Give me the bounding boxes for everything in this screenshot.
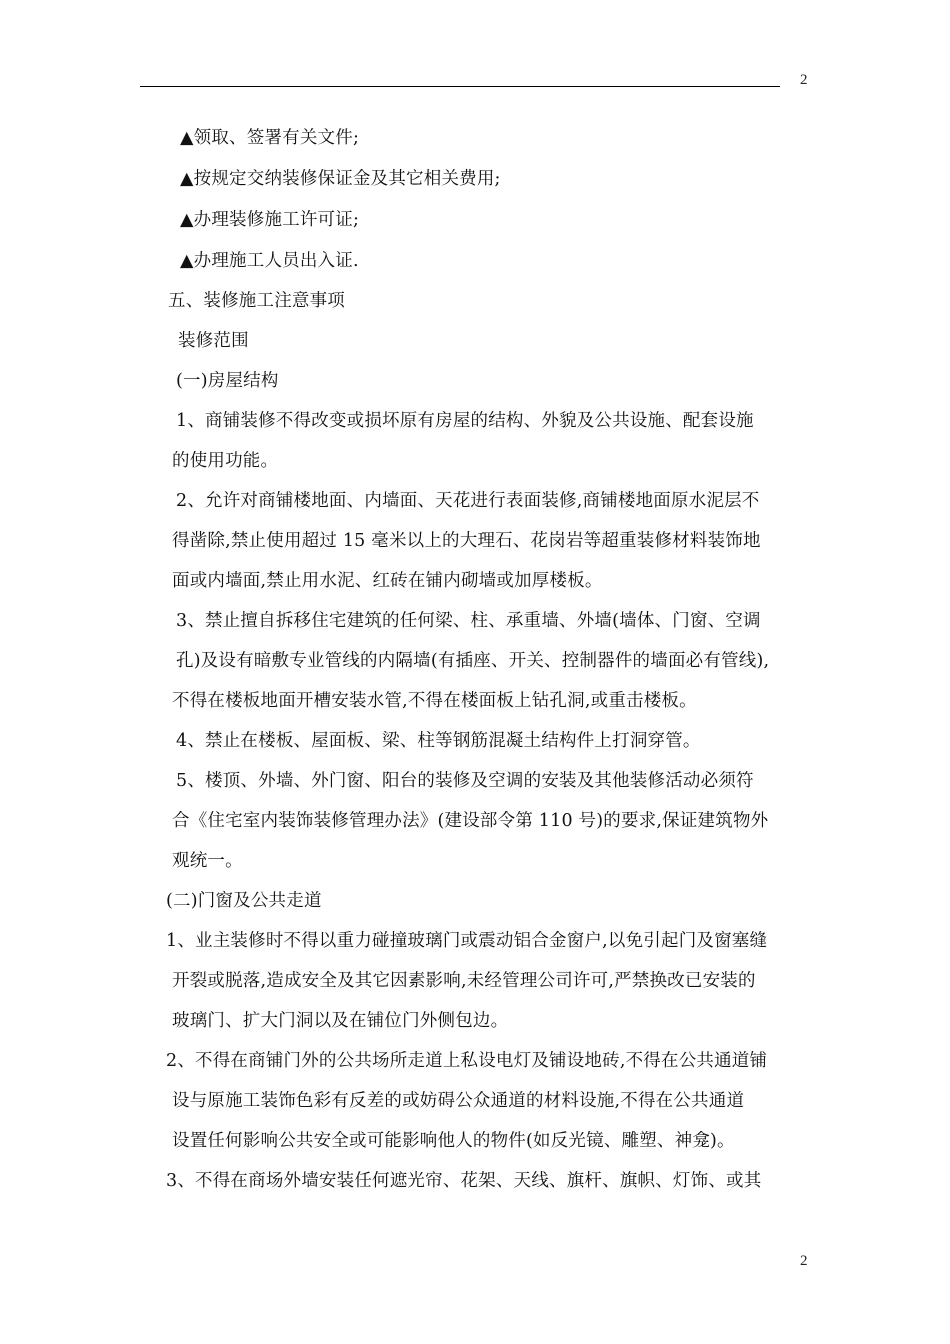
subsection-heading: (二)门窗及公共走道 xyxy=(166,891,322,911)
text-line: 得凿除,禁止使用超过 15 毫米以上的大理石、花岗岩等超重装修材料装饰地 xyxy=(172,531,761,551)
section-heading: 五、装修施工注意事项 xyxy=(168,291,345,311)
text-line: 面或内墙面,禁止用水泥、红砖在铺内砌墙或加厚楼板。 xyxy=(172,571,603,591)
text-line: ▲办理施工人员出入证. xyxy=(180,251,359,271)
header-rule xyxy=(140,86,780,87)
text-line: 观统一。 xyxy=(172,851,243,871)
text-line: 开裂或脱落,造成安全及其它因素影响,未经管理公司许可,严禁换改已安装的 xyxy=(172,971,756,991)
text-line: ▲按规定交纳装修保证金及其它相关费用; xyxy=(180,169,501,189)
text-line: ▲办理装修施工许可证; xyxy=(180,210,360,230)
text-line: 玻璃门、扩大门洞以及在铺位门外侧包边。 xyxy=(172,1011,509,1031)
text-line: 5、楼顶、外墙、外门窗、阳台的装修及空调的安装及其他装修活动必须符 xyxy=(176,771,754,791)
text-line: 的使用功能。 xyxy=(172,451,279,471)
text-line: 3、禁止擅自拆移住宅建筑的任何梁、柱、承重墙、外墙(墙体、门窗、空调 xyxy=(176,611,761,631)
text-line: 4、禁止在楼板、屋面板、梁、柱等钢筋混凝土结构件上打洞穿管。 xyxy=(176,731,701,751)
subsection-heading: 装修范围 xyxy=(178,331,249,351)
text-line: 孔)及设有暗敷专业管线的内隔墙(有插座、开关、控制器件的墙面必有管线), xyxy=(176,651,770,671)
text-line: 3、不得在商场外墙安装任何遮光帘、花架、天线、旗杆、旗帜、灯饰、或其 xyxy=(166,1171,762,1191)
text-line: 2、不得在商铺门外的公共场所走道上私设电灯及铺设地砖,不得在公共通道铺 xyxy=(166,1051,768,1071)
text-line: 1、业主装修时不得以重力碰撞玻璃门或震动铝合金窗户,以免引起门及窗塞缝 xyxy=(166,931,768,951)
text-line: 设与原施工装饰色彩有反差的或妨碍公众通道的材料设施,不得在公共通道 xyxy=(172,1091,745,1111)
text-line: 2、允许对商铺楼地面、内墙面、天花进行表面装修,商铺楼地面原水泥层不 xyxy=(176,491,760,511)
text-line: 1、商铺装修不得改变或损坏原有房屋的结构、外貌及公共设施、配套设施 xyxy=(176,411,754,431)
text-line: 合《住宅室内装饰装修管理办法》(建设部令第 110 号)的要求,保证建筑物外 xyxy=(172,811,769,831)
text-line: 设置任何影响公共安全或可能影响他人的物件(如反光镜、雕塑、神龛)。 xyxy=(172,1131,735,1151)
header-page-number: 2 xyxy=(800,72,808,88)
footer-page-number: 2 xyxy=(800,1253,808,1269)
text-line: 不得在楼板地面开槽安装水管,不得在楼面板上钻孔洞,或重击楼板。 xyxy=(172,691,697,711)
text-line: ▲领取、签署有关文件; xyxy=(180,128,360,148)
subsection-heading: (一)房屋结构 xyxy=(176,371,279,391)
